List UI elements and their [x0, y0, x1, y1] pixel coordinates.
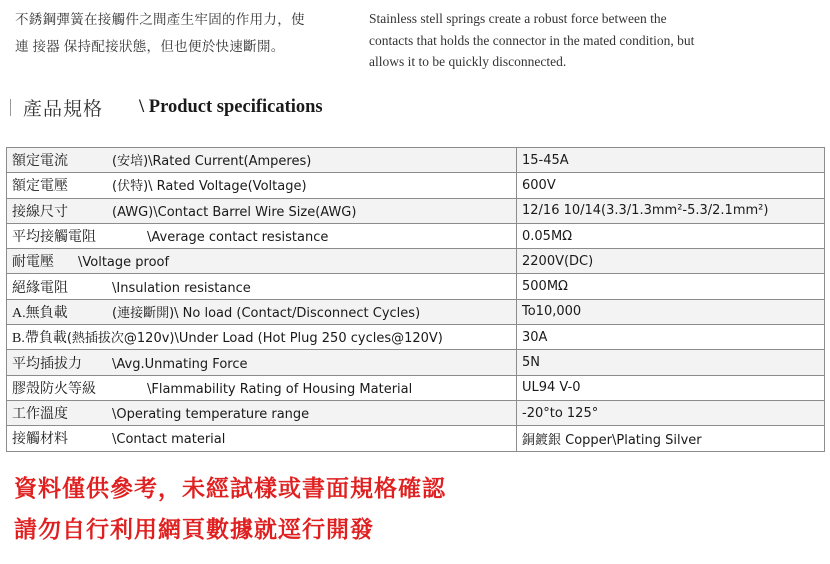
spec-row — [7, 375, 825, 400]
intro-english — [369, 8, 737, 73]
spec-label-english: \Average contact resistance — [147, 230, 329, 246]
spec-label-chinese: 平均插拔力 — [12, 356, 82, 372]
spec-row — [7, 350, 825, 375]
spec-row — [7, 198, 825, 223]
spec-label-chinese: 額定電壓 — [12, 179, 68, 195]
spec-label-cell — [7, 223, 517, 248]
spec-label-english: (伏特)\ Rated Voltage(Voltage) — [112, 179, 307, 195]
spec-label-chinese: 膠殼防火等級 — [12, 381, 96, 397]
spec-label-chinese: 接線尺寸 — [12, 204, 68, 220]
spec-row — [7, 426, 825, 451]
spec-value-cell: UL94 V-0 — [517, 375, 825, 400]
intro-chinese — [15, 6, 337, 60]
spec-row — [7, 223, 825, 248]
spec-label-english: \Insulation resistance — [112, 280, 251, 296]
spec-label-english: \Flammability Rating of Housing Material — [147, 381, 413, 397]
section-title-english: \ Product specifications — [139, 96, 323, 117]
intro-cn-line-2: 連 接器 保持配接狀態，但也便於快速斷開。 — [15, 39, 285, 54]
spec-row — [7, 400, 825, 425]
notice-line-1: 資料僅供參考，未經試樣或書面規格確認 — [14, 475, 446, 502]
spec-label-english: (安培)\Rated Current(Amperes) — [112, 154, 312, 170]
spec-row — [7, 325, 825, 350]
spec-value-cell: 30A — [517, 325, 825, 350]
spec-label-english: \Contact material — [112, 432, 226, 448]
intro-en-line-3: allows it to be quickly disconnected. — [369, 54, 567, 69]
spec-table-body — [7, 148, 825, 452]
intro-en-line-1: Stainless stell springs create a robust force between the — [369, 11, 667, 26]
spec-label-english: \Voltage proof — [78, 255, 170, 271]
spec-label-cell — [7, 400, 517, 425]
spec-label-chinese: 平均接觸電阻 — [12, 230, 96, 246]
spec-label-chinese: 額定電流 — [12, 154, 68, 170]
spec-label-chinese: 耐電壓 — [12, 255, 54, 271]
spec-label-cell — [7, 173, 517, 198]
spec-value-cell: 500MΩ — [517, 274, 825, 299]
title-divider — [10, 99, 11, 116]
spec-label-english: (AWG)\Contact Barrel Wire Size(AWG) — [112, 204, 357, 220]
spec-label-chinese: 接觸材料 — [12, 432, 68, 448]
spec-label-cell — [7, 148, 517, 173]
spec-label-english: \Avg.Unmating Force — [112, 356, 248, 372]
spec-value-cell: 銅鍍銀 Copper\Plating Silver — [517, 426, 825, 451]
section-title-chinese: 產品規格 — [23, 98, 104, 120]
spec-label-cell — [7, 274, 517, 299]
spec-label-cell — [7, 426, 517, 451]
spec-table — [6, 147, 825, 452]
spec-label-english: \Operating temperature range — [112, 407, 310, 423]
spec-row — [7, 299, 825, 324]
spec-label-chinese: B.帶負載 — [12, 331, 67, 347]
spec-value-cell: To10,000 — [517, 299, 825, 324]
spec-label-cell — [7, 350, 517, 375]
spec-label-english: (連接斷開)\ No load (Contact/Disconnect Cycles) — [112, 305, 421, 321]
spec-value-cell: 600V — [517, 173, 825, 198]
notice-line-2: 請勿自行利用網頁數據就逕行開發 — [14, 516, 374, 543]
spec-row — [7, 173, 825, 198]
spec-value-cell: 12/16 10/14(3.3/1.3mm²-5.3/2.1mm²) — [517, 198, 825, 223]
spec-value-cell: 5N — [517, 350, 825, 375]
intro-en-line-2: contacts that holds the connector in the mated condition, but — [369, 32, 695, 48]
spec-value-cell: -20°to 125° — [517, 400, 825, 425]
spec-row — [7, 148, 825, 173]
spec-label-cell — [7, 299, 517, 324]
spec-label-cell — [7, 249, 517, 274]
spec-label-chinese: 絕緣電阻 — [12, 280, 68, 296]
spec-value-cell: 2200V(DC) — [517, 249, 825, 274]
spec-row — [7, 274, 825, 299]
spec-label-cell — [7, 375, 517, 400]
intro-cn-line-1: 不銹鋼彈簧在接觸件之間產生牢固的作用力，使 — [15, 12, 305, 27]
spec-label-chinese: A.無負載 — [12, 305, 68, 321]
spec-value-cell: 0.05MΩ — [517, 223, 825, 248]
spec-label-cell — [7, 198, 517, 223]
spec-row — [7, 249, 825, 274]
spec-label-cell — [7, 325, 517, 350]
spec-label-chinese: 工作溫度 — [12, 407, 68, 423]
section-title — [10, 93, 323, 121]
spec-label-english: (熱插拔次@120v)\Under Load (Hot Plug 250 cycles@120V) — [66, 331, 443, 347]
spec-value-cell: 15-45A — [517, 148, 825, 173]
